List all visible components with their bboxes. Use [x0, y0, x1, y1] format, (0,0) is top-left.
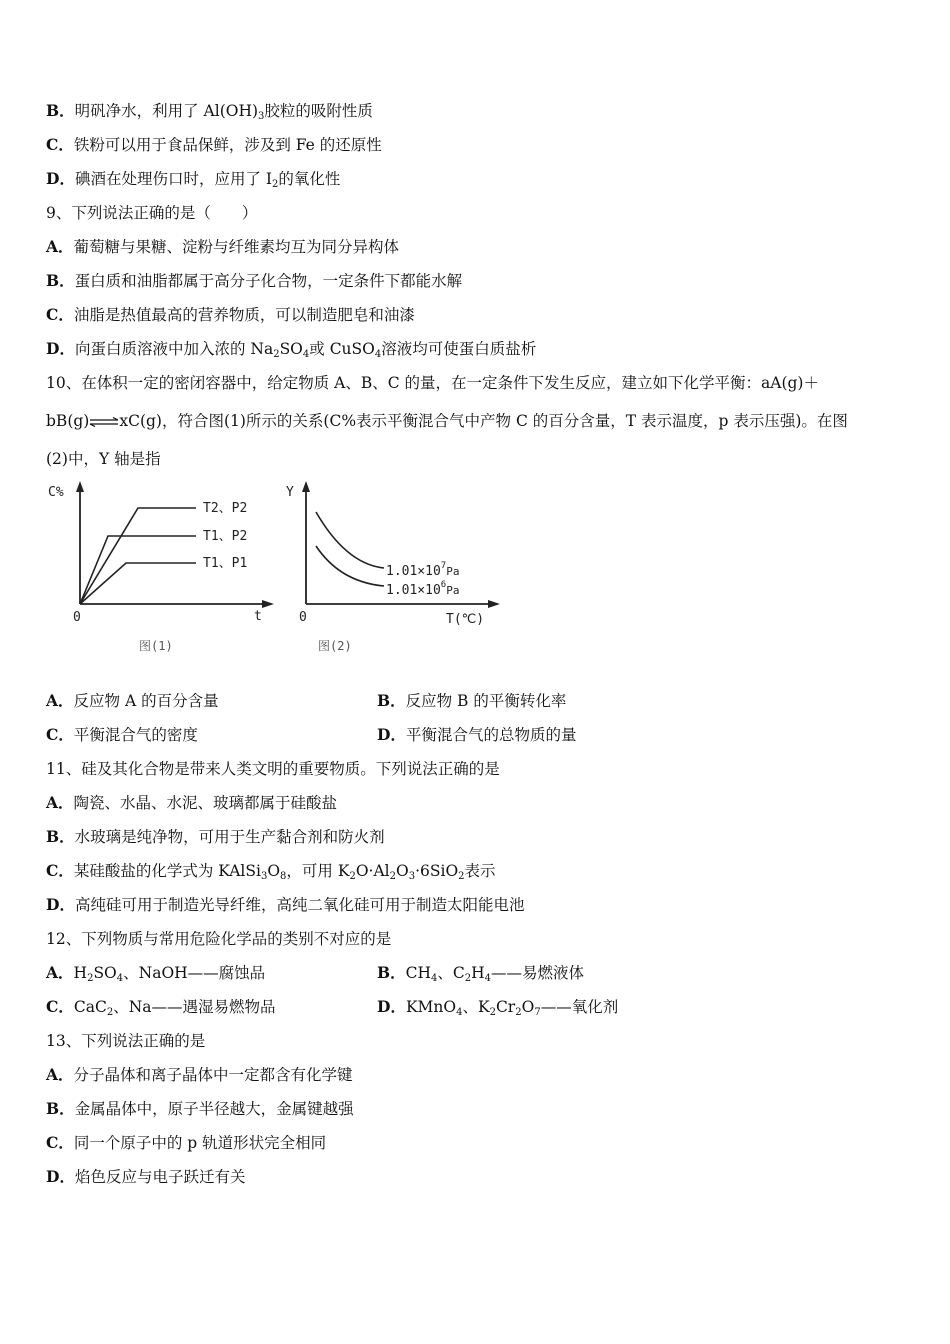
q9-stem: 9、下列说法正确的是（ ）	[46, 204, 258, 222]
figure1-y-arrow	[76, 481, 84, 492]
q13-stem: 13、下列说法正确的是	[46, 1032, 206, 1050]
equilibrium-arrow-icon	[89, 417, 119, 427]
figure1-label-t1p1: T1、P1	[203, 556, 248, 571]
figure1-y-label: C%	[48, 485, 64, 500]
q10-stem-line2: bB(g) xC(g)，符合图(1)所示的关系(C%表示平衡混合气中产物 C 的百分含量，T 表示温度，p 表示压强)。在图	[46, 412, 848, 430]
figure1-curve-t1p2	[80, 536, 196, 604]
figure2-x-arrow	[488, 600, 500, 608]
q10-option-c: C．平衡混合气的密度	[46, 725, 198, 744]
q10-option-b: B．反应物 B 的平衡转化率	[377, 691, 567, 710]
q9-option-b: B．蛋白质和油脂都属于高分子化合物，一定条件下都能水解	[46, 271, 463, 290]
q12-option-b: B．$CH_4$、$C_2H_4——$易燃液体	[377, 963, 585, 984]
q11-stem: 11、硅及其化合物是带来人类文明的重要物质。下列说法正确的是	[46, 760, 500, 778]
q13-option-c: C．同一个原子中的 p 轨道形状完全相同	[46, 1133, 327, 1152]
q10-stem-line3: (2)中，Y 轴是指	[46, 450, 161, 468]
figure1-label-t2p2: T2、P2	[203, 501, 248, 516]
figure2-plot	[286, 481, 500, 653]
figure2-origin: 0	[299, 610, 307, 625]
figure2-y-label: Y	[286, 485, 294, 500]
q12-option-c: C．CaC$_2$、Na——遇湿易燃物品	[46, 997, 276, 1018]
q11-option-d: D．高纯硅可用于制造光导纤维，高纯二氧化硅可用于制造太阳能电池	[46, 895, 525, 914]
figure2-x-label: T(℃)	[446, 612, 485, 627]
figure1-x-arrow	[262, 600, 274, 608]
q13-option-d: D．焰色反应与电子跃迁有关	[46, 1167, 246, 1186]
figure1-label-t1p2: T1、P2	[203, 529, 248, 544]
q10-option-d: D．平衡混合气的总物质的量	[377, 725, 577, 744]
figure1-origin: 0	[73, 610, 81, 625]
figure2-label-1e7pa: $1.01\times 10^7_{Pa}$	[386, 561, 460, 579]
q11-option-a: A．陶瓷、水晶、水泥、玻璃都属于硅酸盐	[46, 793, 338, 812]
q13-option-b: B．金属晶体中，原子半径越大，金属键越强	[46, 1099, 354, 1118]
figure2-label-1e6pa: $1.01\times 10^6_{Pa}$	[386, 580, 460, 598]
q12-option-d: D．KMnO$_4$、$K_2Cr_2O_7——$氧化剂	[377, 997, 619, 1018]
figure1-x-label: t	[254, 609, 262, 624]
q12-option-a: A．$H_2SO_4$、NaOH——腐蚀品	[46, 963, 266, 984]
q9-option-a: A．葡萄糖与果糖、淀粉与纤维素均互为同分异构体	[46, 237, 400, 256]
figure1-curve-t2p2	[80, 508, 196, 604]
q9-option-c: C．油脂是热值最高的营养物质，可以制造肥皂和油漆	[46, 305, 415, 324]
q8-option-b: B．明矾净水，利用了 $Al(OH)_3$胶粒的吸附性质	[46, 101, 373, 122]
q12-stem: 12、下列物质与常用危险化学品的类别不对应的是	[46, 930, 392, 948]
figure1-curve-t1p1	[80, 563, 196, 604]
q10-figure	[46, 478, 506, 660]
figure2-caption: 图(2)	[318, 639, 352, 653]
figure1-plot	[48, 481, 274, 653]
q11-option-b: B．水玻璃是纯净物，可用于生产黏合剂和防火剂	[46, 827, 385, 846]
q9-option-d: D．向蛋白质溶液中加入浓的 $Na_2SO_4$或 CuSO$_4$溶液均可使蛋白质盐析	[46, 339, 537, 360]
figure1-caption: 图(1)	[139, 639, 173, 653]
q8-option-d: D．碘酒在处理伤口时，应用了 $I_2$的氧化性	[46, 169, 341, 190]
q10-option-a: A．反应物 A 的百分含量	[46, 691, 219, 710]
q11-option-c: C．某硅酸盐的化学式为 $KAlSi_3O_8$，可用 $K_2O\cdot Al_2O_3\cdot 6SiO_2$表示	[46, 861, 496, 882]
q8-option-c: C．铁粉可以用于食品保鲜，涉及到 Fe 的还原性	[46, 135, 382, 154]
q10-stem-line1: 10、在体积一定的密闭容器中，给定物质 A、B、C 的量，在一定条件下发生反应，建立如下化学平衡：aA(g)＋	[46, 374, 819, 392]
q13-option-a: A．分子晶体和离子晶体中一定都含有化学键	[46, 1065, 353, 1084]
figure2-y-arrow	[302, 481, 310, 492]
